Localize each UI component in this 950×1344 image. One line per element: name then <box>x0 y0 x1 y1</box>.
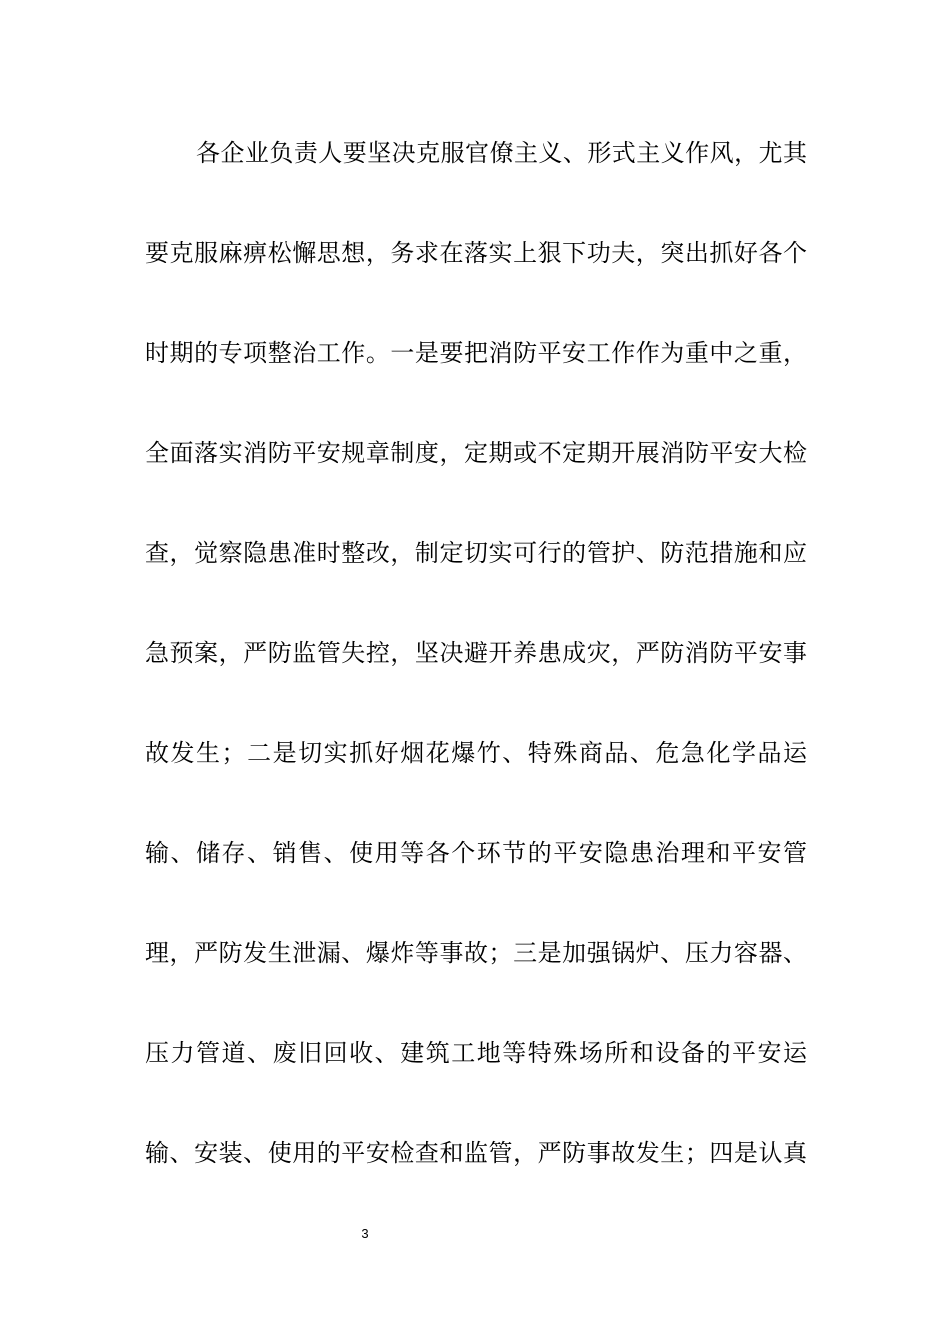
paragraph-line-3: 时期的专项整治工作。一是要把消防平安工作作为重中之重， <box>145 339 807 367</box>
paragraph-line-4: 全面落实消防平安规章制度，定期或不定期开展消防平安大检 <box>145 439 807 467</box>
page-number: 3 <box>361 1226 369 1241</box>
paragraph-line-1: 各企业负责人要坚决克服官僚主义、形式主义作风，尤其 <box>196 139 807 167</box>
paragraph-line-7: 故发生；二是切实抓好烟花爆竹、特殊商品、危急化学品运 <box>145 739 807 767</box>
paragraph-line-5: 查，觉察隐患准时整改，制定切实可行的管护、防范措施和应 <box>145 539 807 567</box>
paragraph-line-11: 输、安装、使用的平安检查和监管，严防事故发生；四是认真 <box>145 1139 807 1167</box>
paragraph-line-6: 急预案，严防监管失控，坚决避开养患成灾，严防消防平安事 <box>145 639 807 667</box>
paragraph-line-2: 要克服麻痹松懈思想，务求在落实上狠下功夫，突出抓好各个 <box>145 239 807 267</box>
paragraph-line-10: 压力管道、废旧回收、建筑工地等特殊场所和设备的平安运 <box>145 1039 807 1067</box>
paragraph-line-8: 输、储存、销售、使用等各个环节的平安隐患治理和平安管 <box>145 839 807 867</box>
paragraph-line-9: 理，严防发生泄漏、爆炸等事故；三是加强锅炉、压力容器、 <box>145 939 807 967</box>
